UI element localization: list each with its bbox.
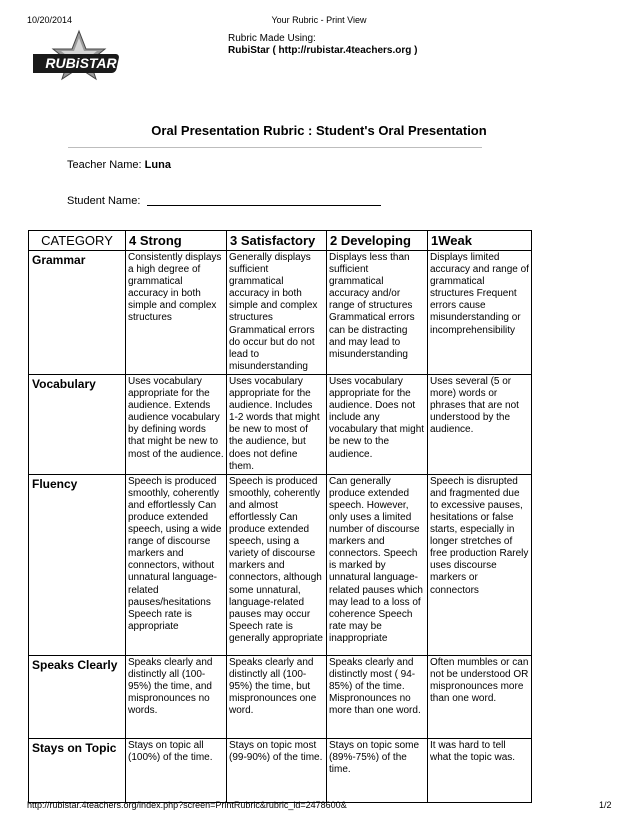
table-cell: Displays less than sufficient grammatical accuracy and/or range of structures Grammatical errors can be distracting and may lead to misunderstanding	[327, 251, 428, 375]
rubric-table	[28, 230, 532, 803]
footer-url: http://rubistar.4teachers.org/index.php?screen=PrintRubric&rubric_id=2478600&	[27, 800, 347, 810]
table-cell: Speech is produced smoothly, coherently and effortlessly Can produce extended speech, using a wide range of discourse markers and connectors, without unnatural language-related pauses/hesitations Speech rate is appropriate	[126, 474, 227, 655]
row-category: Fluency	[29, 474, 126, 655]
table-cell: Can generally produce extended speech. However, only uses a limited number of discourse markers and connectors. Speech is marked by unnatural language-related pauses which may lead to a loss of coherence Speech rate may be inappropriate	[327, 474, 428, 655]
rubric-title: Oral Presentation Rubric : Student's Oral Presentation	[151, 123, 487, 138]
print-page-title: Your Rubric - Print View	[271, 15, 367, 25]
made-using	[228, 33, 417, 57]
logo-text: RUBiSTAR	[45, 55, 117, 71]
header-2-developing: 2 Developing	[327, 231, 428, 251]
teacher-name-value: Luna	[144, 159, 171, 171]
table-cell: Stays on topic most (99-90%) of the time.	[227, 738, 327, 802]
student-name-line	[147, 205, 381, 206]
made-using-link[interactable]: RubiStar ( http://rubistar.4teachers.org )	[228, 45, 418, 56]
teacher-name	[67, 159, 171, 171]
table-cell: Speaks clearly and distinctly all (100-95%) the time, and mispronounces no words.	[126, 655, 227, 738]
table-row	[29, 374, 532, 474]
teacher-name-label: Teacher Name:	[67, 159, 142, 171]
table-cell: Generally displays sufficient grammatical accuracy in both simple and complex structures Grammatical errors do occur but do not lead to misunderstanding	[227, 251, 327, 375]
print-date: 10/20/2014	[27, 15, 73, 25]
row-category: Grammar	[29, 251, 126, 375]
made-using-line1: Rubric Made Using:	[228, 33, 316, 44]
table-row	[29, 655, 532, 738]
table-cell: Uses several (5 or more) words or phrases that are not understood by the audience.	[428, 374, 532, 474]
table-cell: Stays on topic all (100%) of the time.	[126, 738, 227, 802]
student-name-label: Student Name:	[67, 195, 141, 207]
table-cell: It was hard to tell what the topic was.	[428, 738, 532, 802]
header-3-satisfactory: 3 Satisfactory	[227, 231, 327, 251]
table-cell: Often mumbles or can not be understood OR mispronounces more than one word.	[428, 655, 532, 738]
header-category: CATEGORY	[29, 231, 126, 251]
table-row	[29, 251, 532, 375]
header-4-strong: 4 Strong	[126, 231, 227, 251]
rubistar-logo	[33, 29, 125, 93]
table-cell: Uses vocabulary appropriate for the audience. Extends audience vocabulary by defining words that might be new to most of the audience.	[126, 374, 227, 474]
footer-page-number: 1/2	[599, 800, 612, 810]
table-cell: Stays on topic some (89%-75%) of the time.	[327, 738, 428, 802]
table-cell: Speaks clearly and distinctly all (100-95%) the time, but mispronounces one word.	[227, 655, 327, 738]
table-header-row	[29, 231, 532, 251]
table-cell: Speaks clearly and distinctly most ( 94-85%) of the time. Mispronounces no more than one word.	[327, 655, 428, 738]
row-category: Speaks Clearly	[29, 655, 126, 738]
row-category: Vocabulary	[29, 374, 126, 474]
table-row	[29, 474, 532, 655]
table-cell: Consistently displays a high degree of grammatical accuracy in both simple and complex structures	[126, 251, 227, 375]
table-cell: Speech is produced smoothly, coherently and almost effortlessly Can produce extended speech, using a variety of discourse markers and connectors, although some unnatural, language-related pauses may occur Speech rate is generally appropriate	[227, 474, 327, 655]
row-category: Stays on Topic	[29, 738, 126, 802]
table-cell: Uses vocabulary appropriate for the audience. Does not include any vocabulary that might be new to the audience.	[327, 374, 428, 474]
header-1-weak: 1Weak	[428, 231, 532, 251]
table-cell: Uses vocabulary appropriate for the audience. Includes 1-2 words that might be new to most of the audience, but does not define them.	[227, 374, 327, 474]
table-row	[29, 738, 532, 802]
title-divider	[68, 147, 482, 148]
table-cell: Displays limited accuracy and range of grammatical structures Frequent errors cause misunderstanding or incomprehensibility	[428, 251, 532, 375]
table-cell: Speech is disrupted and fragmented due to excessive pauses, hesitations or false starts, especially in longer stretches of free production Rarely uses discourse markers or connectors	[428, 474, 532, 655]
